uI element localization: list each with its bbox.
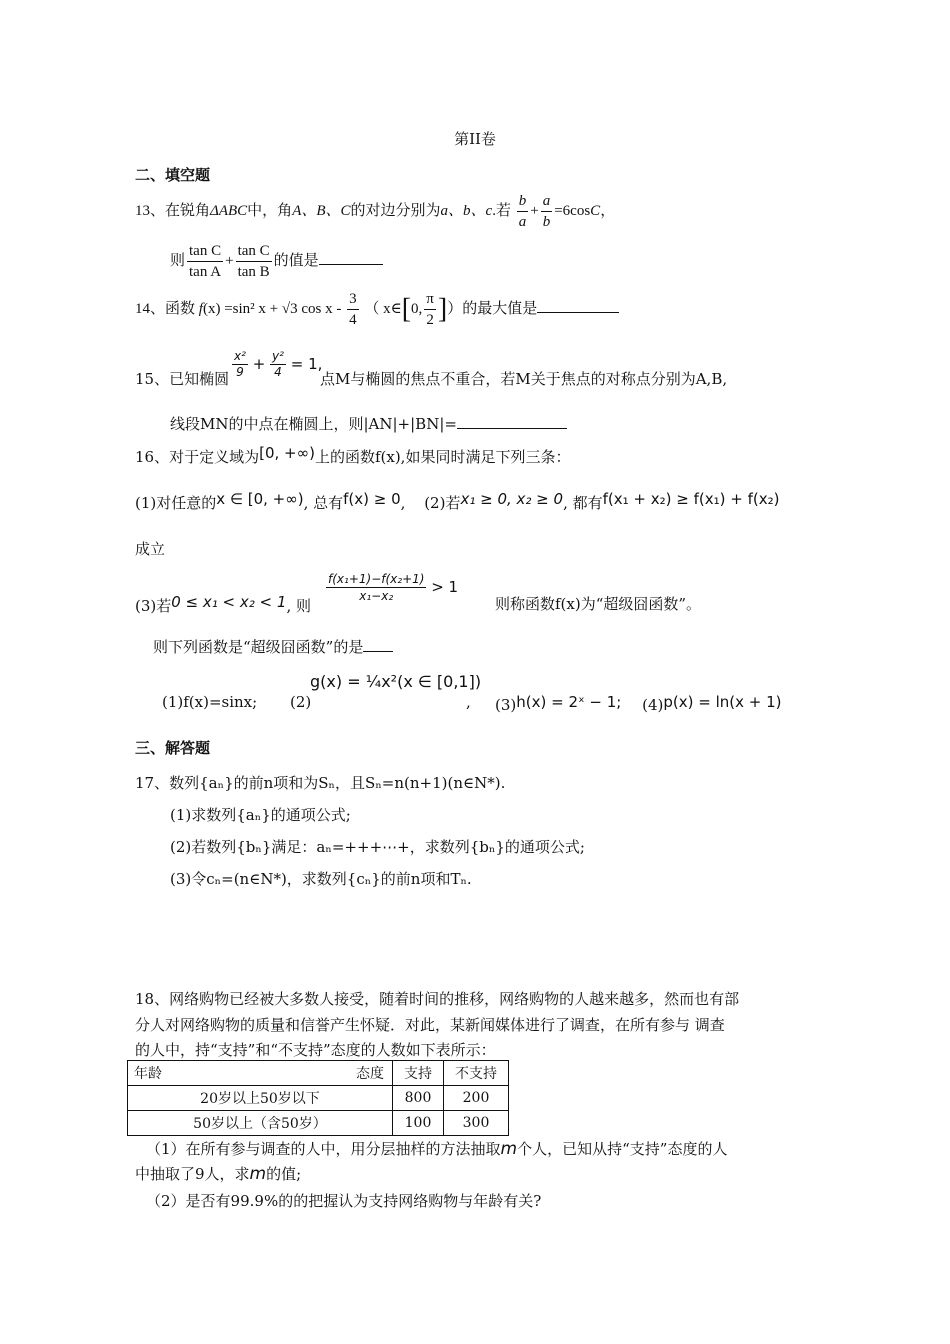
condition-1-2: (1)对任意的x ∈ [0, +∞), 总有f(x) ≥ 0, (2)若x₁ ≥ 0, x₂ ≥ 0, 都有f(x₁ + x₂) ≥ f(x₁) + f(x₂) [135,490,780,512]
question-18-part-1-line-2: 中抽取了9人，求m的值; [135,1164,302,1184]
answer-blank[interactable] [363,650,393,652]
question-18-part-2: （2）是否有99.9%的的把握认为支持网络购物与年龄有关? [146,1192,542,1210]
option-2-formula: g(x) = ¼x²(x ∈ [0,1]) [310,672,482,691]
answer-blank[interactable] [319,263,383,265]
condition-3-text: 则称函数f(x)为“超级囧函数”。 [495,595,702,613]
table-row [128,1086,509,1111]
question-16-ask: 则下列函数是“超级囧函数”的是 [153,636,393,657]
question-14: 14、函数 f(x) =sin² x + √3 cos x - $\frac{3}{4}$ （ x∈[0, $\frac{\pi}{2}$ ]）的最大值是 [135,286,619,332]
option-3: (3)h(x) = 2ˣ − 1; (4)p(x) = ln(x + 1) [495,693,782,714]
table-header-cell: 年龄 态度 [128,1061,393,1086]
fraction-b-over-a: $\frac{b}{a}$ [518,193,527,231]
option-1: (1)f(x)=sinx; [162,693,258,711]
ellipse-equation: $\frac{\text{x²}}{9}$ + $\frac{\text{y²}}{4}$ = 1, [234,349,323,379]
table-cell: 300 [444,1111,509,1136]
condition-text: 成立 [135,540,166,558]
option-2-end: , [466,693,471,711]
question-number: 18、 [135,990,170,1008]
question-18-line-2: 分人对网络购物的质量和信誉产生怀疑．对此，某新闻媒体进行了调查，在所有参与 调查 [135,1016,725,1034]
question-15-number: 15、已知椭圆 [135,370,230,388]
question-17-part-2: (2)若数列{bₙ}满足：aₙ=+++⋯+，求数列{bₙ}的通项公式; [170,838,585,856]
table-cell: 20岁以上50岁以下 [128,1086,393,1111]
question-13-line-2: 则 $\frac{\text{tan C}}{\text{tan A}}$ + $\frac{\text{tan C}}{\text{tan B}}$ 的值是 [170,238,383,284]
fraction-a-over-b: $\frac{a}{b}$ [542,193,551,231]
answer-blank[interactable] [537,311,619,313]
question-18: 18、网络购物已经被大多数人接受，随着时间的推移，网络购物的人越来越多，然而也有部 [135,990,740,1008]
fraction-tanC-over-tanA: $\frac{\text{tan C}}{\text{tan A}}$ [189,243,222,281]
condition-3-fraction: $\frac{\text{f(x₁+1)−f(x₂+1)}}{\text{x₁−x₂}}$ > 1 [328,572,459,603]
question-number: 13、 [135,203,166,219]
question-17-part-3: (3)令cₙ=(n∈N*)，求数列{cₙ}的前n项和Tₙ. [170,870,472,888]
table-header-row [128,1061,509,1086]
condition-3-label: (3)若0 ≤ x₁ < x₂ < 1, 则 [135,593,311,615]
section-heading-fill-in: 二、填空题 [135,166,211,184]
question-number: 14、 [135,301,166,317]
fraction-3-over-4: $\frac{3}{4}$ [349,291,357,329]
question-17: 17、数列{aₙ}的前n项和为Sₙ，且Sₙ=n(n+1)(n∈N*). [135,774,506,792]
question-13: 13、在锐角ΔABC中，角A、B、C的对边分别为a、b、c.若 $\frac{b}{a}$ + $\frac{a}{b}$ =6cosC， [135,193,616,231]
question-16: 16、对于定义域为[0, +∞)上的函数f(x),如果同时满足下列三条： [135,444,571,466]
table-cell: 100 [393,1111,444,1136]
table-cell: 50岁以上（含50岁） [128,1111,393,1136]
survey-table [127,1060,509,1136]
answer-blank[interactable] [457,427,567,429]
section-heading-solutions: 三、解答题 [135,739,211,757]
question-number: 17、 [135,774,170,792]
table-row [128,1111,509,1136]
table-header-cell: 支持 [393,1061,444,1086]
fraction-pi-over-2: $\frac{\pi}{2}$ [426,291,434,329]
table-cell: 200 [444,1086,509,1111]
question-18-part-1: （1）在所有参与调查的人中，用分层抽样的方法抽取m个人，已知从持“支持”态度的人 [146,1139,728,1159]
option-2-label: (2) [290,693,312,711]
part-title: 第II卷 [454,130,496,148]
question-15-text: 点M与椭圆的焦点不重合，若M关于焦点的对称点分别为A,B, [320,370,728,388]
table-cell: 800 [393,1086,444,1111]
question-number: 16、 [135,448,170,466]
question-15-line-2: 线段MN的中点在椭圆上，则|AN|+|BN|= [170,413,567,434]
fraction-tanC-over-tanB: $\frac{\text{tan C}}{\text{tan B}}$ [237,243,270,281]
question-17-part-1: (1)求数列{aₙ}的通项公式; [170,806,351,824]
table-header-cell: 不支持 [444,1061,509,1086]
question-18-line-3: 的人中，持“支持”和“不支持”态度的人数如下表所示： [135,1041,496,1059]
